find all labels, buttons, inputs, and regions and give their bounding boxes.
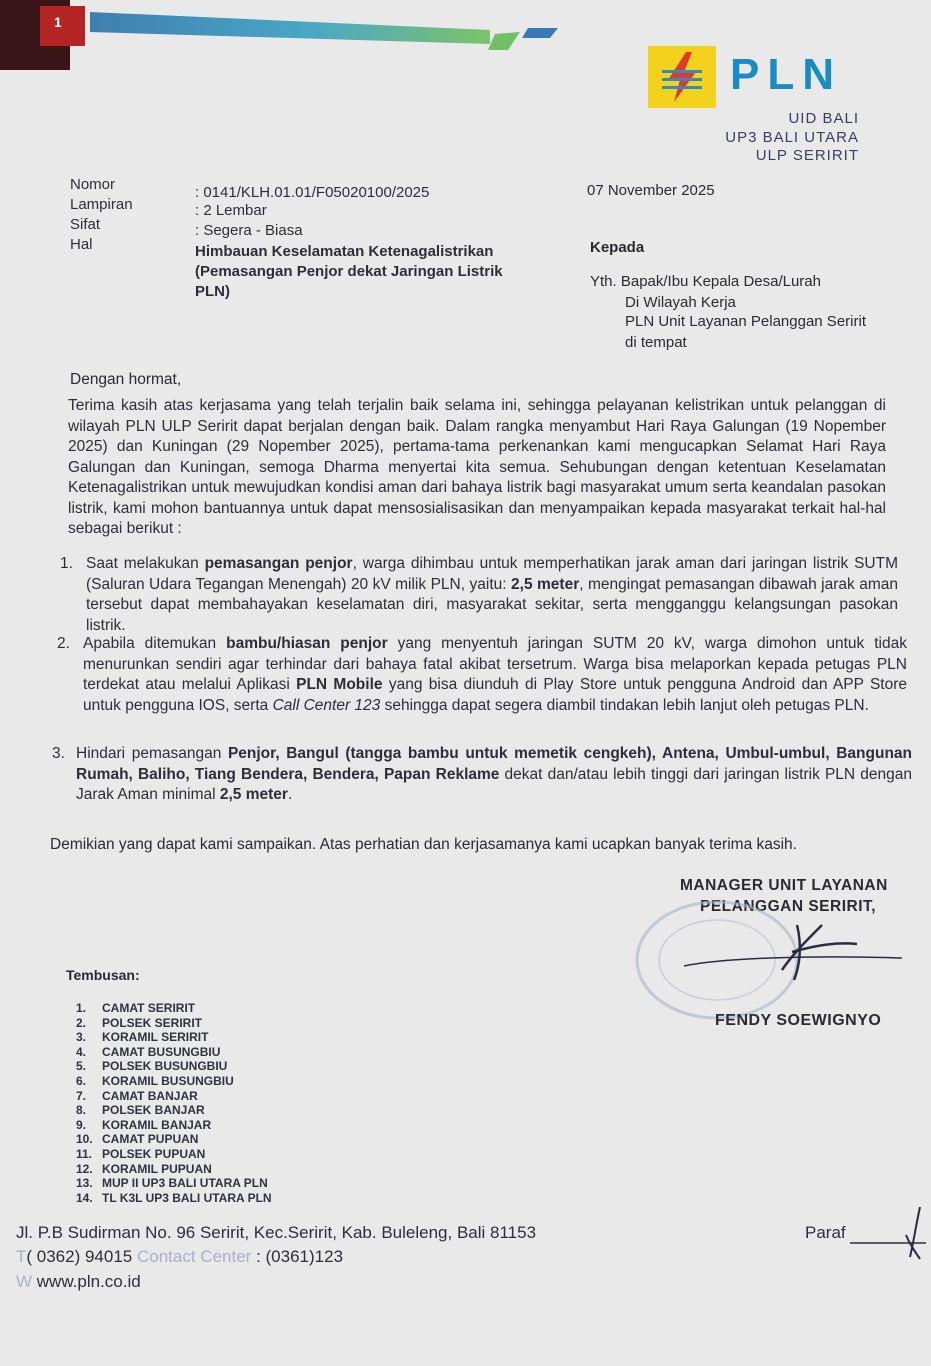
signatory-name: FENDY SOEWIGNYO — [715, 1012, 882, 1029]
list-item-2: 2. Apabila ditemukan bambu/hiasan penjor yang menyentuh jaringan SUTM 20 kV, warga dimohon untuk tidak menurunkan sendiri agar terhindar dari bahaya fatal akibat tersetrum. Warga bisa melaporkan kepada petugas PLN terdekat atau melalui Aplikasi PLN Mobile yang bisa diunduh di Play Store untuk pengguna Android dan APP Store untuk pengguna IOS, serta Call Center 123 sehingga dapat segera diambil tindakan lebih lanjut oleh petugas PLN. — [57, 634, 907, 716]
list-item: 3. KORAMIL SERIRIT — [76, 1030, 209, 1045]
list-item: 7. CAMAT BANJAR — [76, 1088, 198, 1103]
closing-sentence: Demikian yang dapat kami sampaikan. Atas perhatian dan kerjasamanya kami ucapkan banyak terima kasih. — [50, 836, 797, 853]
lampiran-label: Lampiran — [70, 196, 133, 213]
letter-date: 07 November 2025 — [587, 182, 715, 199]
list-item: 4. CAMAT BUSUNGBIU — [76, 1044, 221, 1059]
intro-paragraph: Terima kasih atas kerjasama yang telah terjalin baik selama ini, sehingga pelayanan kelistrikan untuk pelanggan di wilayah PLN ULP Seririt dapat berjalan dengan baik. Dalam rangka menyambut Hari Raya Galungan (19 Nopember 2025) dan Kuningan (29 Nopember 2025), pertama-tama perkenankan kami mengucapkan Selamat Hari Raya Galungan dan Kuningan, semoga Dharma menyertai kita semua. Sehubungan dengan ketentuan Keselamatan Ketenagalistrikan untuk mewujudkan kondisi aman dari bahaya listrik bagi masyarakat umum serta keandalan pasokan listrik, kami mohon bantuannya untuk dapat mensosialisasikan dan menyampaikan kepada masyarakat terkait hal-hal sebagai berikut : — [68, 397, 886, 537]
sifat-label: Sifat — [70, 216, 101, 233]
lampiran-value: : 2 Lembar — [195, 202, 267, 219]
footer-web-line: W www.pln.co.id — [16, 1272, 141, 1291]
list-item: 9. KORAMIL BANJAR — [76, 1117, 212, 1132]
list-number: 1. — [60, 555, 73, 572]
paraf-initial-mark — [848, 1205, 928, 1265]
hal-value-1: Himbauan Keselamatan Ketenagalistrikan — [195, 243, 494, 260]
signatory-title-1: MANAGER UNIT LAYANAN — [680, 877, 888, 894]
signatory-title-2: PELANGGAN SERIRIT, — [700, 898, 877, 915]
greeting: Dengan hormat, — [70, 371, 182, 388]
logo-wordmark: PLN — [730, 50, 842, 99]
recipient-line-3: PLN Unit Layanan Pelanggan Seririt — [625, 313, 866, 330]
unit-line-1: UID BALI — [788, 110, 859, 127]
tembusan-label: Tembusan: — [66, 967, 140, 983]
tembusan-list — [76, 1001, 272, 1205]
paraf-label: Paraf — [805, 1223, 846, 1242]
recipient-line-4: di tempat — [625, 334, 687, 351]
list-item-3: 3. Hindari pemasangan Penjor, Bangul (tangga bambu untuk memetik cengkeh), Antena, Umbul-umbul, Bangunan Rumah, Baliho, Tiang Bendera, Bendera, Papan Reklame dekat dan/atau lebih tinggi dari jaringan listrik PLN dengan Jarak Aman minimal 2,5 meter. — [52, 744, 912, 806]
list-item: 14. TL K3L UP3 BALI UTARA PLN — [76, 1190, 272, 1205]
list-item: 1. CAMAT SERIRIT — [76, 1001, 196, 1015]
corner-label: 1 — [40, 6, 85, 46]
kepada-label: Kepada — [590, 239, 645, 256]
recipient-line-2: Di Wilayah Kerja — [625, 294, 736, 311]
list-item: 10. CAMAT PUPUAN — [76, 1132, 199, 1147]
footer-address: Jl. P.B Sudirman No. 96 Seririt, Kec.Seririt, Kab. Buleleng, Bali 81153 — [16, 1223, 537, 1242]
letterhead-color-band — [90, 10, 590, 55]
list-number: 3. — [52, 745, 65, 762]
list-item: 12. KORAMIL PUPUAN — [76, 1161, 212, 1176]
list-item: 11. POLSEK PUPUAN — [76, 1146, 206, 1161]
list-number: 2. — [57, 635, 70, 652]
unit-line-2: UP3 BALI UTARA — [725, 129, 859, 146]
unit-line-3: ULP SERIRIT — [755, 147, 859, 164]
recipient-line-1: Yth. Bapak/Ibu Kepala Desa/Lurah — [590, 273, 821, 290]
lightning-bolt-icon — [648, 46, 716, 108]
list-item: 6. KORAMIL BUSUNGBIU — [76, 1073, 234, 1088]
list-item-1: 1. Saat melakukan pemasangan penjor, warga dihimbau untuk memperhatikan jarak aman dari jaringan listrik SUTM (Saluran Udara Tegangan Menengah) 20 kV milik PLN, yaitu: 2,5 meter, mengingat pemasangan dibawah jarak aman tersebut dapat membahayakan keselamatan diri, masyarakat sekitar, serta mengganggu kelangsungan pasokan listrik. — [60, 554, 898, 636]
list-item: 2. POLSEK SERIRIT — [76, 1015, 203, 1030]
hal-label: Hal — [70, 236, 93, 253]
nomor-value: : 0141/KLH.01.01/F05020100/2025 — [195, 184, 430, 201]
official-stamp-and-signature — [632, 900, 912, 1020]
hal-value-3: PLN) — [195, 283, 230, 300]
list-item: 13. MUP II UP3 BALI UTARA PLN — [76, 1176, 268, 1191]
list-item: 8. POLSEK BANJAR — [76, 1103, 205, 1118]
hal-value-2: (Pemasangan Penjor dekat Jaringan Listrik — [195, 263, 503, 280]
list-item: 5. POLSEK BUSUNGBIU — [76, 1059, 228, 1074]
nomor-label: Nomor — [70, 176, 116, 193]
sifat-value: : Segera - Biasa — [195, 222, 303, 239]
footer-phone-line: T( 0362) 94015 Contact Center : (0361)123 — [16, 1247, 344, 1266]
